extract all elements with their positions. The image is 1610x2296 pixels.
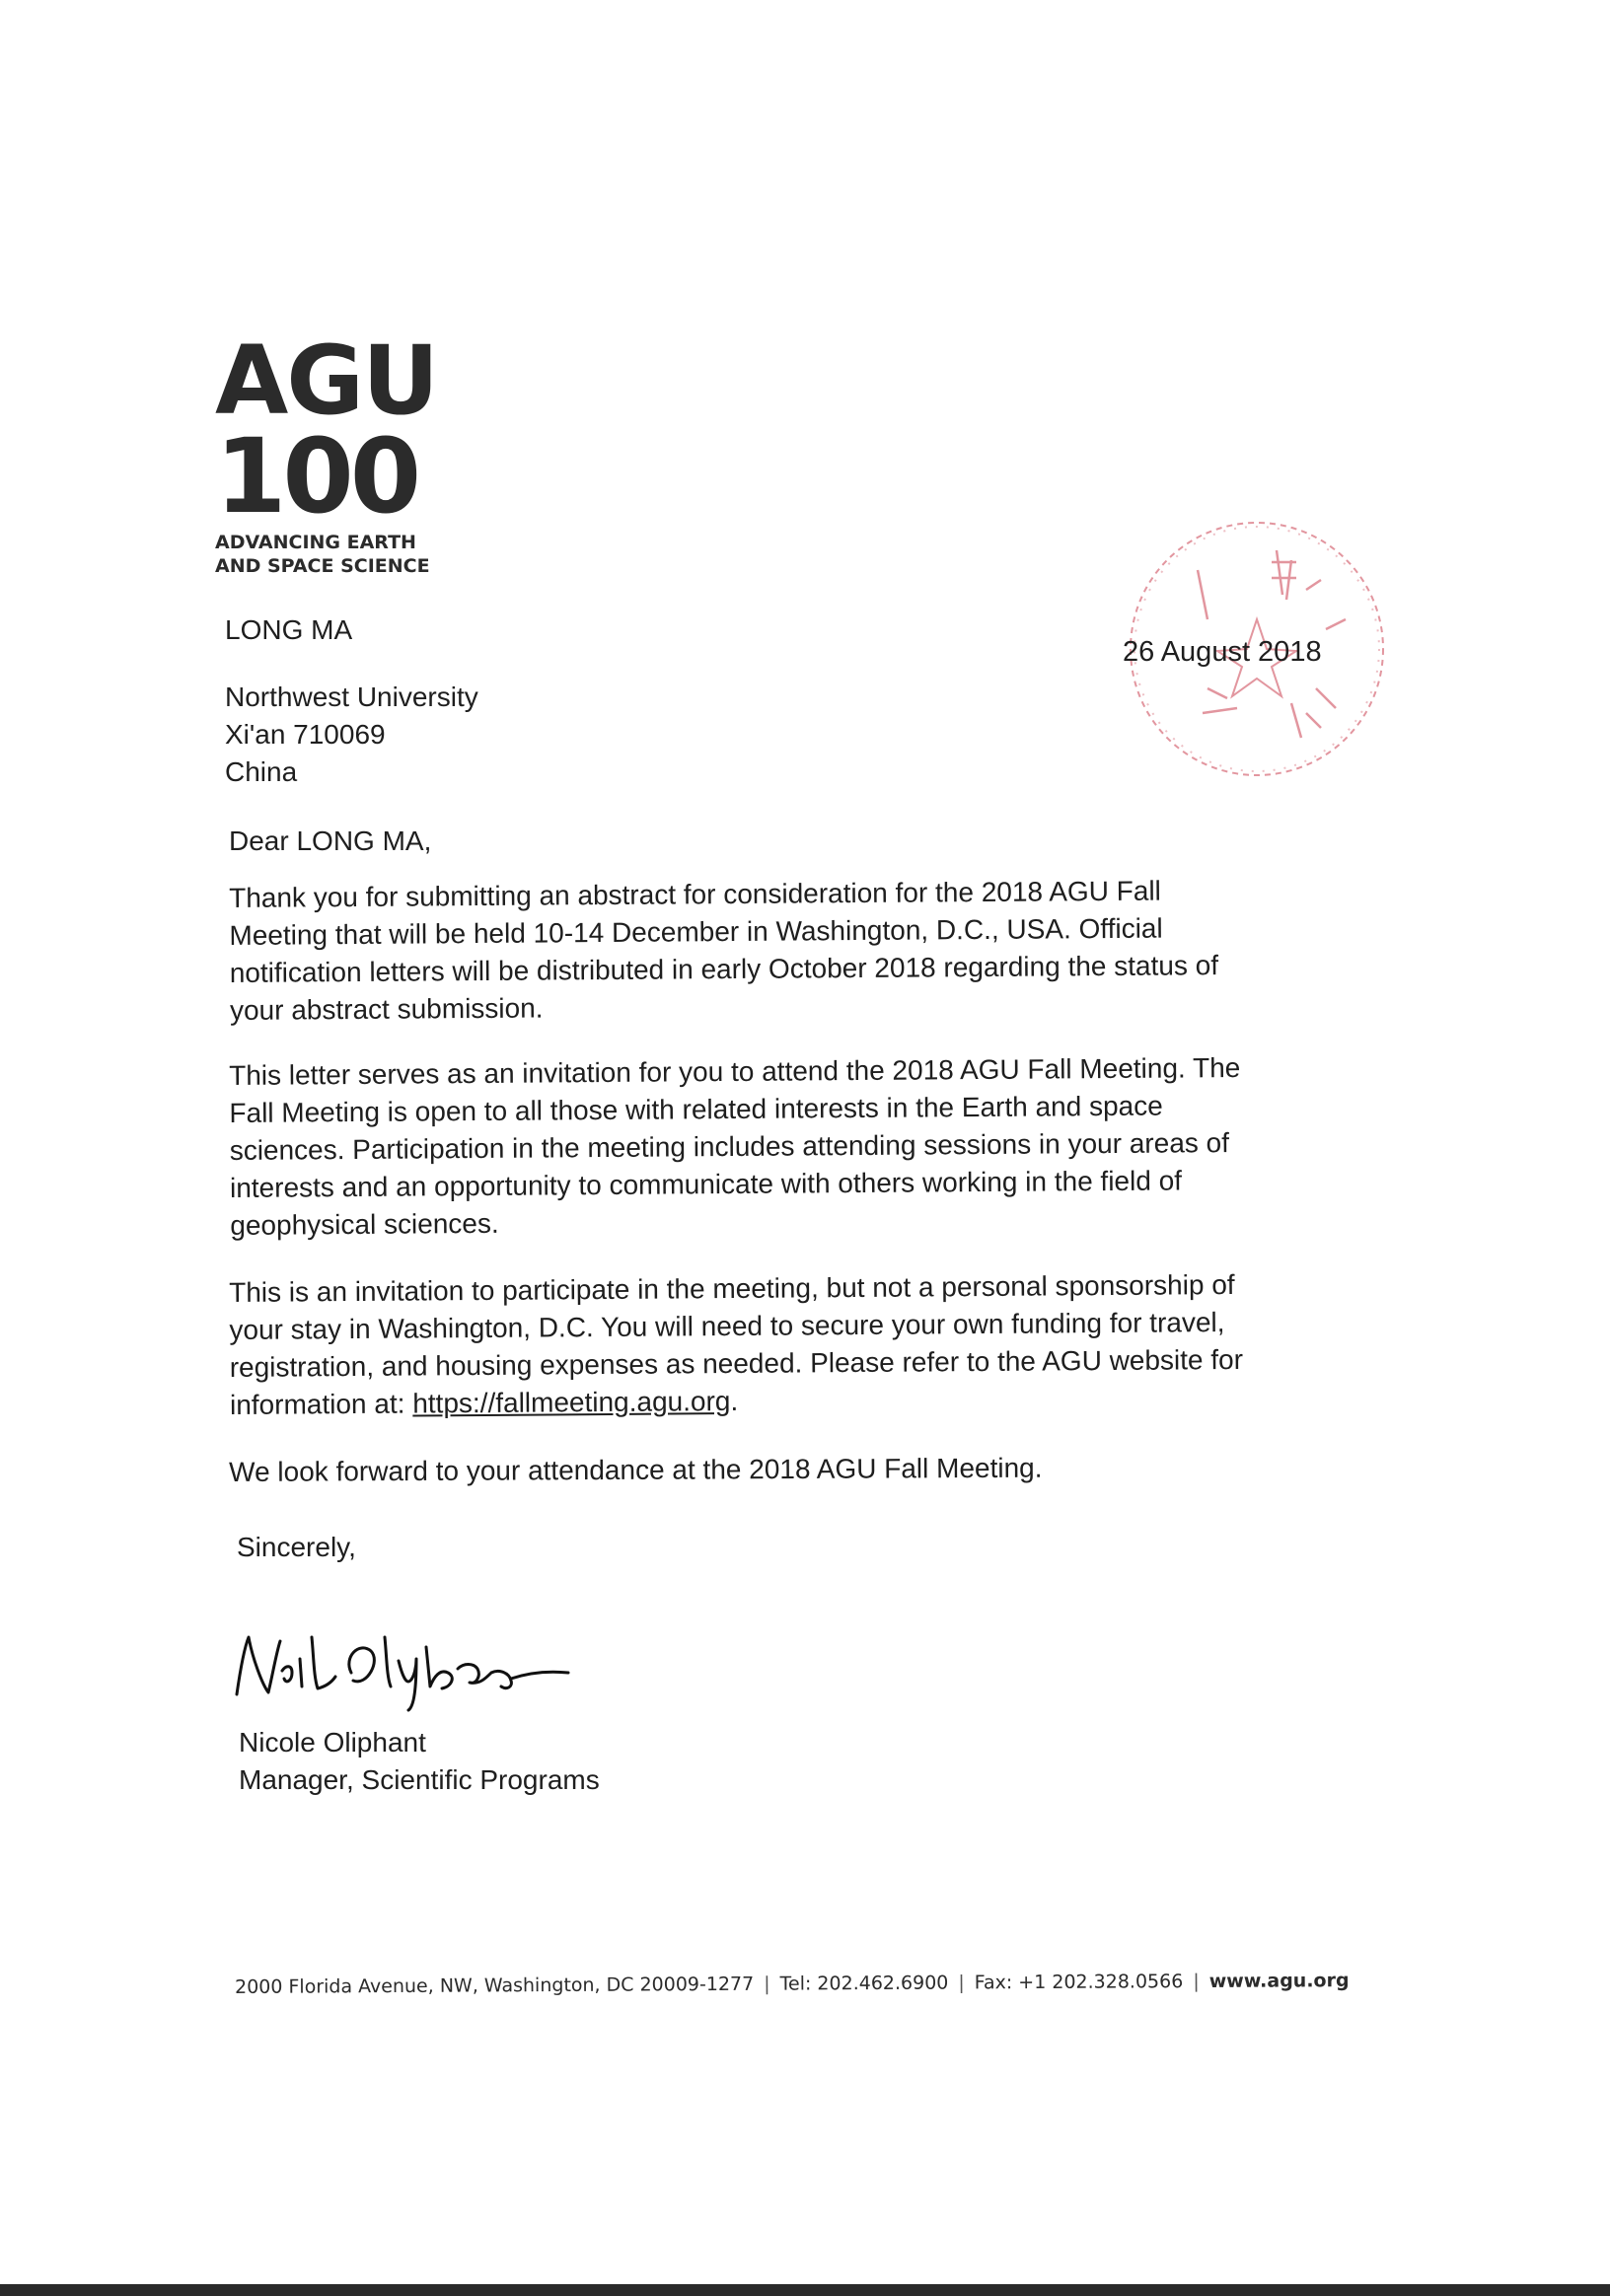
logo-100-text: 100: [215, 416, 418, 537]
text-line: This letter serves as an invitation for you to attend the 2018 AGU Fall Meeting. The: [229, 1051, 1241, 1091]
text-line: Fall Meeting is open to all those with related interests in the Earth and space: [229, 1090, 1163, 1128]
footer-separator: |: [764, 1973, 770, 1995]
footer-tel: Tel: 202.462.6900: [779, 1972, 949, 1995]
logo-tagline-2: AND SPACE SCIENCE: [215, 555, 430, 577]
paragraph-2: [229, 1048, 1364, 1245]
closing: Sincerely,: [237, 1532, 356, 1562]
text-line: your stay in Washington, D.C. You will need to secure your own funding for travel,: [229, 1307, 1225, 1345]
agu-logo: [215, 325, 442, 578]
address-line: Xi'an 710069: [225, 719, 386, 750]
text-fragment: .: [730, 1385, 739, 1417]
text-fragment: information at:: [229, 1388, 413, 1420]
text-line: This is an invitation to participate in the meeting, but not a personal sponsorship of: [229, 1268, 1235, 1308]
paragraph-1: [229, 871, 1364, 1030]
text-line: Thank you for submitting an abstract for consideration for the 2018 AGU Fall: [229, 875, 1161, 913]
handwritten-signature-icon: [223, 1608, 578, 1716]
paragraph-3: [229, 1265, 1364, 1424]
footer-fax: Fax: +1 202.328.0566: [974, 1971, 1184, 1994]
logo-agu-text: AGU: [215, 325, 438, 436]
recipient-address: [225, 679, 478, 791]
footer-separator: |: [958, 1972, 965, 1994]
signer-name: Nicole Oliphant: [239, 1727, 426, 1758]
letter-date: 26 August 2018: [1123, 636, 1322, 668]
recipient-name: LONG MA: [225, 614, 353, 645]
footer-separator: |: [1193, 1971, 1200, 1993]
salutation: Dear LONG MA,: [229, 825, 432, 856]
footer-website: www.agu.org: [1208, 1970, 1350, 1992]
text-line: registration, and housing expenses as needed. Please refer to the AGU website for: [229, 1343, 1244, 1383]
address-line: Northwest University: [225, 682, 478, 712]
scan-edge: [0, 2284, 1610, 2296]
signer-title: Manager, Scientific Programs: [239, 1764, 600, 1795]
letter-footer: [235, 1970, 1350, 1998]
text-line: We look forward to your attendance at the 2018 AGU Fall Meeting.: [229, 1452, 1043, 1487]
address-line: China: [225, 756, 298, 787]
paragraph-4: [229, 1448, 1363, 1491]
footer-address: 2000 Florida Avenue, NW, Washington, DC 20009-1277: [235, 1973, 755, 1998]
text-line: Meeting that will be held 10-14 December in Washington, D.C., USA. Official: [229, 912, 1163, 951]
signer-block: [239, 1724, 600, 1799]
text-line: notification letters will be distributed in early October 2018 regarding the status of: [229, 950, 1219, 988]
text-line: [230, 1378, 1364, 1424]
text-line: your abstract submission.: [229, 992, 544, 1026]
text-line: sciences. Participation in the meeting includes attending sessions in your areas of: [229, 1127, 1230, 1166]
text-line: geophysical sciences.: [230, 1207, 499, 1241]
logo-tagline-1: ADVANCING EARTH: [215, 532, 416, 553]
fallmeeting-link[interactable]: https://fallmeeting.agu.org: [412, 1386, 731, 1419]
text-line: interests and an opportunity to communicate with others working in the field of: [229, 1165, 1183, 1203]
